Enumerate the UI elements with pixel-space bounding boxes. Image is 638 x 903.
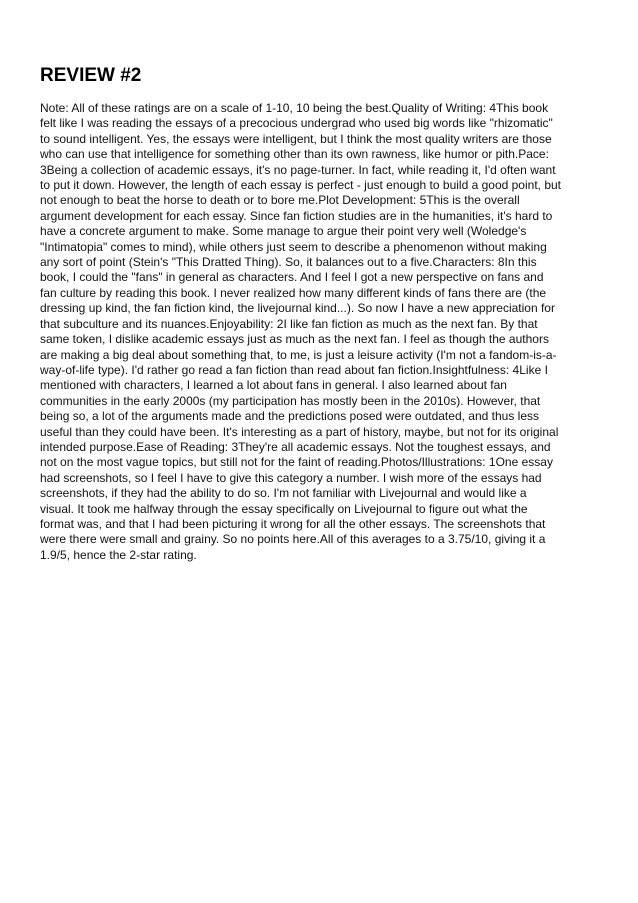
- review-line: Note: All of these ratings are on a scale of 1-10, 10 being the best.Quality of Writing: 4This book: [40, 101, 549, 115]
- review-line: not enough to beat the horse to death or to bore me.Plot Development: 5This is the overall: [40, 193, 520, 208]
- review-line: have a concrete argument to make. Some manage to argue their point very well (Woledge's: [40, 224, 527, 239]
- review-line: same token, I dislike academic essays just as much as the next fan. I feel as though the authors: [40, 332, 549, 347]
- review-line: were there were small and grainy. So no points here.All of this averages to a 3.75/10, giving it a: [40, 532, 546, 547]
- review-line: intended purpose.Ease of Reading: 3They're all academic essays. Not the toughest essays, and: [40, 439, 551, 454]
- review-line: to put it down. However, the length of each essay is perfect - just enough to build a good point, but: [40, 178, 561, 193]
- review-line: felt like I was reading the essays of a precocious undergrad who used big words like "rhizomatic": [40, 116, 553, 131]
- review-line: any sort of point (Stein's "This Dratted Thing). So, it balances out to a five.Characters: 8In this: [40, 255, 537, 270]
- review-line: that subculture and its nuances.Enjoyability: 2I like fan fiction as much as the next fan. By that: [40, 316, 538, 331]
- review-line: mentioned with characters, I learned a lot about fans in general. I also learned about fan: [40, 378, 507, 393]
- review-heading: REVIEW #2: [40, 65, 142, 86]
- review-line: screenshots, if they had the ability to do so. I'm not familiar with Livejournal and would like a: [40, 486, 527, 501]
- review-line: way-of-life type). I'd rather go read a fan fiction than read about fan fiction.Insightfulness: 4Like I: [40, 362, 548, 377]
- review-line: dressing up kind, the fan fiction kind, the livejournal kind...). So now I have a new appreciation for: [40, 301, 555, 316]
- review-body: [40, 101, 600, 563]
- review-line: argument development for each essay. Since fan fiction studies are in the humanities, it's hard to: [40, 208, 553, 223]
- review-line: "Intimatopia" comes to mind), while others just seem to describe a phenomenon without making: [40, 239, 547, 254]
- review-line: communities in the early 2000s (my participation has mostly been in the 2010s). However, that: [40, 393, 541, 408]
- review-line: visual. It took me halfway through the essay specifically on Livejournal to figure out what the: [40, 501, 528, 516]
- review-line: format was, and that I had been picturing it wrong for all the other essays. The screenshots that: [40, 516, 546, 531]
- review-line: being so, a lot of the arguments made and the predictions posed were outdated, and thus less: [40, 409, 539, 424]
- review-line: useful than they could have been. It's interesting as a part of history, maybe, but not for its original: [40, 424, 559, 439]
- review-line: book, I could the "fans" in general as characters. And I feel I got a new perspective on fans and: [40, 270, 544, 285]
- review-line: are making a big deal about something that, to me, is just a leisure activity (I'm not a fandom-is-a-: [40, 347, 557, 362]
- review-line: 3Being a collection of academic essays, it's no page-turner. In fact, while reading it, I'd often want: [40, 162, 556, 177]
- review-line: not on the most vague topics, but still not for the faint of reading.Photos/Illustrations: 1One essay: [40, 455, 553, 470]
- review-line: had screenshots, so I feel I have to give this category a number. I wish more of the essays had: [40, 470, 542, 485]
- review-line: to sound intelligent. Yes, the essays were intelligent, but I think the most quality writers are those: [40, 131, 552, 146]
- review-line: fan culture by reading this book. I never realized how many different kinds of fans there are (the: [40, 285, 547, 300]
- review-line: who can use that intelligence for something other than its own rawness, like humor or pith.Pace:: [40, 147, 549, 162]
- review-line: 1.9/5, hence the 2-star rating.: [40, 547, 197, 562]
